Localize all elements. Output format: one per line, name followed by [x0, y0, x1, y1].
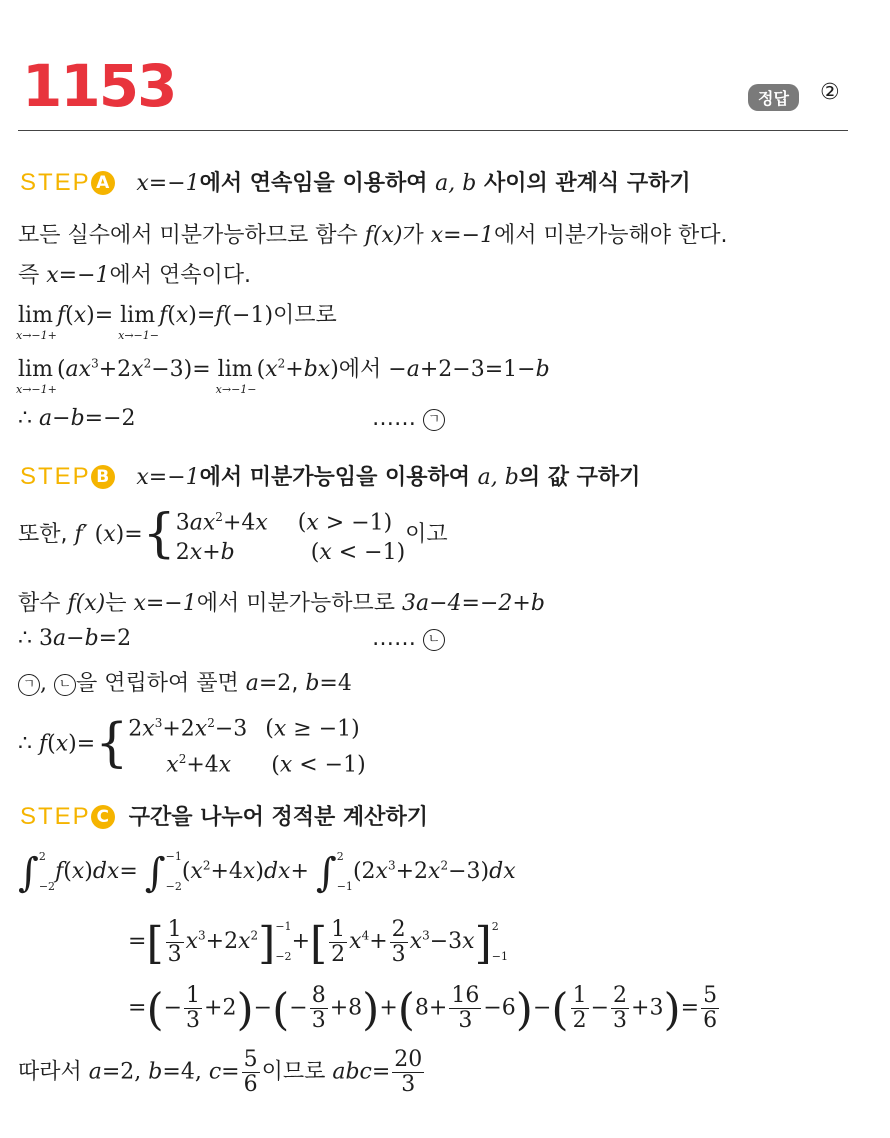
circled-mark: ㄴ — [423, 629, 445, 651]
step-b-vars: a, b — [477, 465, 519, 490]
step-b-mid: 에서 미분가능임을 이용하여 — [199, 465, 478, 490]
text: 에서 연속이다. — [109, 263, 252, 288]
step-a-expr: x=−1 — [136, 171, 200, 196]
text: 는 — [105, 591, 134, 616]
circled-mark: ㄱ — [18, 674, 40, 696]
line-8: ∴ 3a−b=2 — [18, 626, 132, 651]
text: 에서 미분가능해야 한다. — [494, 223, 728, 248]
step-letter-b: B — [91, 465, 115, 489]
text: 에서 — [338, 357, 382, 382]
dots: …… — [372, 626, 416, 651]
text: 을 연립하여 풀면 — [76, 671, 246, 696]
step-word: STEP — [20, 169, 91, 196]
equation-mark-2 — [372, 626, 445, 651]
limit: lim x→−1− — [215, 357, 257, 396]
text: 에서 미분가능하므로 — [196, 591, 403, 616]
line-integral: ∫ 2 −2 f(x)dx= ∫ −1 −2 $(x^2+4x)dx+$ ∫ 2 −1 $(2x^3+2x^2-3)dx$ — [18, 850, 516, 896]
dots: …… — [372, 406, 416, 431]
math: x=−1 — [46, 263, 110, 288]
step-a-vars: a, b — [435, 171, 477, 196]
text: 이므로 — [273, 303, 337, 328]
equation-mark-1 — [372, 406, 445, 431]
text: 이고 — [405, 522, 448, 548]
step-a-heading — [20, 166, 691, 197]
text: 가 — [402, 223, 431, 248]
step-a-post: 사이의 관계식 구하기 — [476, 171, 691, 196]
limit: lim x→−1+ — [16, 357, 57, 396]
step-a-mid: 에서 연속임을 이용하여 — [199, 171, 436, 196]
math: x=−1 — [133, 591, 197, 616]
line-9: ㄱ , ㄴ 을 연립하여 풀면 a=2, b=4 — [18, 666, 352, 697]
limit: lim x→−1− — [118, 303, 159, 342]
step-letter-c: C — [91, 805, 115, 829]
line-antiderivative: =[ $\frac{1}{3}$ $x^3+2x^2$] −1 −2 +[ $\frac{1}{2}$ $x^4+$ $\frac{2}{3}$ $x^3-3x$] 2 −1 — [128, 916, 508, 969]
line-5: ∴ a−b=−2 — [18, 406, 136, 431]
text: 따라서 — [18, 1059, 89, 1085]
step-c-heading — [20, 800, 428, 831]
circled-mark: ㄴ — [54, 674, 76, 696]
header-rule — [18, 130, 848, 131]
step-word: STEP — [20, 463, 91, 490]
line-conclusion: 따라서 a=2, b=4, c= $\frac{5}{6}$ 이므로 abc= $\frac{20}{3}$ — [18, 1047, 423, 1097]
math: f(x) — [67, 591, 106, 616]
step-c-title: 구간을 나누어 정적분 계산하기 — [128, 805, 428, 830]
line-evaluation: =(− $\frac{1}{3}$ +2)−(− $\frac{8}{3}$ +8)+(8+ $\frac{16}{3}$ −6)−( $\frac{1}{2}$ − $\frac{2}{3}$ +3)= $\frac{5}{6}$ — [128, 983, 718, 1036]
math: x=−1 — [430, 223, 495, 248]
line-4-limits: lim x→−1+ $(ax^3+2x^2-3)= \lim$ x→−1− $(x^2+bx)$에서 −a+2−3=1−b — [16, 356, 550, 396]
step-b-heading — [20, 460, 640, 491]
text: 또한, — [18, 522, 75, 548]
answer-value: ② — [820, 80, 840, 105]
step-b-expr: x=−1 — [136, 465, 200, 490]
line-7 — [18, 586, 545, 617]
step-word: STEP — [20, 803, 91, 830]
line-10-piecewise: ∴ f(x)={ $2x^3+2x^2-3$ (x ≥ −1) $x^2+4x$ (x < −1) — [18, 713, 366, 778]
math: 3a−4=−2+b — [402, 591, 545, 616]
limit: lim x→−1+ — [16, 303, 57, 342]
answer-badge: 정답 — [748, 84, 799, 111]
circled-mark: ㄱ — [423, 409, 445, 431]
line-1 — [18, 218, 728, 249]
step-letter-a: A — [91, 171, 115, 195]
line-2 — [18, 258, 251, 289]
line-3-limits: lim x→−1+ f(x)= lim x→−1− f(x)=f(−1)이므로 — [16, 303, 337, 342]
text: 이므로 — [261, 1059, 333, 1085]
text: 모든 실수에서 미분가능하므로 함수 — [18, 223, 365, 248]
step-b-post: 의 값 구하기 — [518, 465, 641, 490]
text: , — [291, 671, 306, 696]
text: 함수 — [18, 591, 68, 616]
line-6-derivative: 또한, f′ (x)={ $3ax^2+4x$ (x > −1) 2x+b (x < −1) 이고 — [18, 504, 448, 566]
math: f(x) — [364, 223, 403, 248]
problem-number: 1153 — [22, 52, 176, 120]
text: 즉 — [18, 263, 47, 288]
